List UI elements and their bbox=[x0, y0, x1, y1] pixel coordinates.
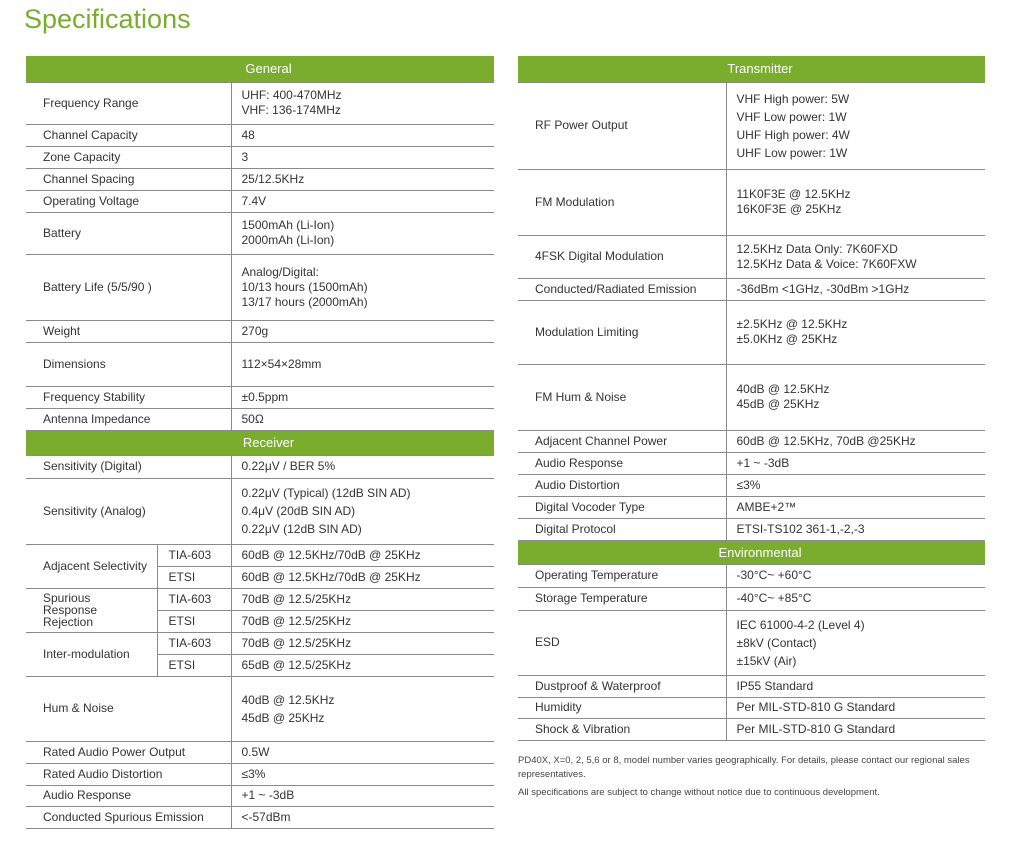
spec-value: 50Ω bbox=[231, 408, 494, 430]
spec-label: FM Modulation bbox=[518, 169, 726, 235]
spec-value: 70dB @ 12.5/25KHz bbox=[231, 588, 494, 610]
spec-value-line: 40dB @ 12.5KHz bbox=[736, 382, 830, 396]
spec-row bbox=[26, 342, 494, 386]
spec-value bbox=[726, 235, 985, 278]
spec-value: 25/12.5KHz bbox=[231, 168, 494, 190]
spec-label: Dustproof & Waterproof bbox=[518, 675, 726, 697]
spec-row bbox=[518, 452, 985, 474]
spec-row bbox=[26, 190, 494, 212]
environmental-heading: Environmental bbox=[518, 540, 985, 564]
spec-label: Frequency Range bbox=[26, 82, 231, 124]
spec-row bbox=[518, 430, 985, 452]
spec-row bbox=[518, 610, 985, 675]
spec-value-line: 45dB @ 25KHz bbox=[736, 397, 820, 411]
spec-label: Rated Audio Power Output bbox=[26, 741, 231, 763]
spec-row bbox=[518, 718, 985, 740]
spec-value: IP55 Standard bbox=[726, 675, 985, 697]
spec-row bbox=[26, 124, 494, 146]
spec-row bbox=[26, 168, 494, 190]
spec-row bbox=[518, 564, 985, 587]
spec-row bbox=[518, 278, 985, 300]
environmental-section-header bbox=[518, 540, 985, 564]
footnote-disclaimer: All specifications are subject to change without notice due to continuous development. bbox=[518, 787, 880, 798]
general-section-header bbox=[26, 56, 494, 82]
spec-value bbox=[231, 82, 494, 124]
spec-standard: ETSI bbox=[157, 566, 231, 588]
spec-label: Operating Voltage bbox=[26, 190, 231, 212]
spec-label: Modulation Limiting bbox=[518, 300, 726, 364]
spec-row bbox=[26, 588, 494, 610]
spec-value: 60dB @ 12.5KHz, 70dB @25KHz bbox=[726, 430, 985, 452]
spec-row bbox=[26, 741, 494, 763]
spec-label: Shock & Vibration bbox=[518, 718, 726, 740]
spec-value-line: 2000mAh (Li-Ion) bbox=[241, 233, 335, 247]
spec-value: 48 bbox=[231, 124, 494, 146]
spec-row bbox=[26, 408, 494, 430]
spec-value: Per MIL-STD-810 G Standard bbox=[726, 697, 985, 718]
spec-value bbox=[231, 478, 494, 544]
spec-value: ≤3% bbox=[231, 763, 494, 785]
spec-row bbox=[26, 806, 494, 828]
spec-value: 70dB @ 12.5/25KHz bbox=[231, 610, 494, 632]
spec-value bbox=[231, 676, 494, 741]
transmitter-section-header bbox=[518, 56, 985, 82]
spec-row bbox=[26, 82, 494, 124]
spec-standard: ETSI bbox=[157, 654, 231, 676]
spec-value: -36dBm <1GHz, -30dBm >1GHz bbox=[726, 278, 985, 300]
spec-value-line: VHF Low power: 1W bbox=[736, 109, 847, 124]
spec-label-line: Spurious bbox=[43, 591, 91, 605]
spec-row bbox=[518, 364, 985, 430]
spec-label-line: Rejection bbox=[43, 615, 94, 629]
spec-value-line: ±2.5KHz @ 12.5KHz bbox=[736, 317, 848, 331]
spec-label: ESD bbox=[518, 610, 726, 675]
spec-label: RF Power Output bbox=[518, 82, 726, 169]
spec-value: 0.22μV / BER 5% bbox=[231, 455, 494, 478]
spec-label: Operating Temperature bbox=[518, 564, 726, 587]
spec-value bbox=[726, 364, 985, 430]
spec-label: FM Hum & Noise bbox=[518, 364, 726, 430]
spec-row bbox=[26, 386, 494, 408]
spec-label: Frequency Stability bbox=[26, 386, 231, 408]
spec-value-line: Analog/Digital: bbox=[241, 264, 319, 279]
spec-row bbox=[518, 675, 985, 697]
spec-row bbox=[26, 320, 494, 342]
spec-value-line: 10/13 hours (1500mAh) bbox=[241, 279, 368, 294]
spec-row bbox=[26, 146, 494, 168]
spec-label: Digital Protocol bbox=[518, 518, 726, 540]
spec-value-line: 45dB @ 25KHz bbox=[241, 710, 325, 725]
spec-value bbox=[726, 82, 985, 169]
spec-value: Per MIL-STD-810 G Standard bbox=[726, 718, 985, 740]
right-spec-table bbox=[518, 56, 985, 741]
spec-value-line: UHF High power: 4W bbox=[736, 127, 850, 142]
spec-value: 3 bbox=[231, 146, 494, 168]
spec-label: Sensitivity (Analog) bbox=[26, 478, 231, 544]
spec-row bbox=[26, 676, 494, 741]
general-heading: General bbox=[26, 56, 494, 82]
spec-label bbox=[26, 588, 157, 632]
spec-value: ≤3% bbox=[726, 474, 985, 496]
spec-row bbox=[518, 235, 985, 278]
spec-value: 70dB @ 12.5/25KHz bbox=[231, 632, 494, 654]
spec-label: Audio Response bbox=[26, 785, 231, 806]
spec-label: Dimensions bbox=[26, 342, 231, 386]
spec-row bbox=[518, 169, 985, 235]
spec-row bbox=[518, 474, 985, 496]
spec-label: Rated Audio Distortion bbox=[26, 763, 231, 785]
spec-value: -40°C~ +85°C bbox=[726, 587, 985, 610]
receiver-section-header bbox=[26, 430, 494, 455]
spec-row bbox=[26, 763, 494, 785]
spec-row bbox=[518, 300, 985, 364]
spec-standard: ETSI bbox=[157, 610, 231, 632]
spec-label: Digital Vocoder Type bbox=[518, 496, 726, 518]
spec-row bbox=[26, 785, 494, 806]
spec-label: Humidity bbox=[518, 697, 726, 718]
spec-label: Inter-modulation bbox=[26, 632, 157, 676]
spec-label: Weight bbox=[26, 320, 231, 342]
spec-value: <-57dBm bbox=[231, 806, 494, 828]
spec-value-line: UHF Low power: 1W bbox=[736, 145, 848, 160]
spec-value-line: 0.4μV (20dB SIN AD) bbox=[241, 504, 356, 518]
spec-label: Battery bbox=[26, 212, 231, 254]
spec-label: Conducted/Radiated Emission bbox=[518, 278, 726, 300]
spec-value-line: IEC 61000-4-2 (Level 4) bbox=[736, 617, 865, 632]
spec-row bbox=[518, 82, 985, 169]
spec-value bbox=[726, 169, 985, 235]
spec-value: 0.5W bbox=[231, 741, 494, 763]
right-spec-column bbox=[518, 56, 985, 741]
spec-label: 4FSK Digital Modulation bbox=[518, 235, 726, 278]
spec-row bbox=[26, 544, 494, 566]
spec-value-line: 0.22μV (12dB SIN AD) bbox=[241, 522, 362, 536]
spec-label: Sensitivity (Digital) bbox=[26, 455, 231, 478]
spec-label: Channel Capacity bbox=[26, 124, 231, 146]
spec-value-line: VHF: 136-174MHz bbox=[241, 103, 341, 117]
spec-row bbox=[26, 212, 494, 254]
spec-value-line: 40dB @ 12.5KHz bbox=[241, 692, 335, 707]
spec-value-line: 0.22μV (Typical) (12dB SIN AD) bbox=[241, 486, 411, 500]
spec-label: Adjacent Selectivity bbox=[26, 544, 157, 588]
spec-row bbox=[518, 518, 985, 540]
spec-value bbox=[726, 300, 985, 364]
spec-value bbox=[231, 254, 494, 320]
left-spec-table bbox=[26, 56, 494, 829]
spec-value: 65dB @ 12.5/25KHz bbox=[231, 654, 494, 676]
left-spec-column bbox=[26, 56, 494, 829]
spec-label: Audio Distortion bbox=[518, 474, 726, 496]
spec-label: Battery Life (5/5/90 ) bbox=[26, 254, 231, 320]
spec-label: Zone Capacity bbox=[26, 146, 231, 168]
spec-value-line: ±15kV (Air) bbox=[736, 653, 797, 668]
spec-label: Channel Spacing bbox=[26, 168, 231, 190]
footnotes bbox=[518, 754, 988, 804]
spec-value: 112×54×28mm bbox=[231, 342, 494, 386]
spec-value-line: VHF High power: 5W bbox=[736, 91, 850, 106]
spec-value: +1 ~ -3dB bbox=[726, 452, 985, 474]
spec-value-line: 13/17 hours (2000mAh) bbox=[241, 294, 368, 309]
spec-label: Audio Response bbox=[518, 452, 726, 474]
spec-value: 270g bbox=[231, 320, 494, 342]
page-title: Specifications bbox=[24, 4, 191, 34]
spec-value: 60dB @ 12.5KHz/70dB @ 25KHz bbox=[231, 566, 494, 588]
spec-value-line: 11K0F3E @ 12.5KHz bbox=[736, 187, 851, 201]
spec-standard: TIA-603 bbox=[157, 588, 231, 610]
spec-value: 7.4V bbox=[231, 190, 494, 212]
spec-row bbox=[518, 697, 985, 718]
spec-label: Antenna Impedance bbox=[26, 408, 231, 430]
spec-row bbox=[26, 632, 494, 654]
spec-value-line: ±5.0KHz @ 25KHz bbox=[736, 332, 838, 346]
spec-row bbox=[26, 478, 494, 544]
spec-row bbox=[26, 254, 494, 320]
spec-value-line: 1500mAh (Li-Ion) bbox=[241, 218, 335, 232]
spec-value: 60dB @ 12.5KHz/70dB @ 25KHz bbox=[231, 544, 494, 566]
spec-value-line: ±8kV (Contact) bbox=[736, 635, 817, 650]
receiver-heading: Receiver bbox=[26, 430, 494, 455]
spec-label: Conducted Spurious Emission bbox=[26, 806, 231, 828]
spec-value: ETSI-TS102 361-1,-2,-3 bbox=[726, 518, 985, 540]
spec-value: ±0.5ppm bbox=[231, 386, 494, 408]
spec-label: Adjacent Channel Power bbox=[518, 430, 726, 452]
spec-value: -30°C~ +60°C bbox=[726, 564, 985, 587]
footnote-model: PD40X, X=0, 2, 5,6 or 8, model number varies geographically. For details, please contact our regional sales representatives. bbox=[518, 755, 970, 780]
spec-value-line: UHF: 400-470MHz bbox=[241, 88, 342, 102]
transmitter-heading: Transmitter bbox=[518, 56, 985, 82]
spec-value: +1 ~ -3dB bbox=[231, 785, 494, 806]
spec-standard: TIA-603 bbox=[157, 544, 231, 566]
spec-value bbox=[726, 610, 985, 675]
spec-value-line: 12.5KHz Data Only: 7K60FXD bbox=[736, 241, 898, 256]
spec-row bbox=[518, 496, 985, 518]
spec-standard: TIA-603 bbox=[157, 632, 231, 654]
spec-label: Hum & Noise bbox=[26, 676, 231, 741]
spec-label-line: Response bbox=[43, 603, 98, 617]
spec-value-line: 16K0F3E @ 25KHz bbox=[736, 202, 842, 216]
spec-value: AMBE+2™ bbox=[726, 496, 985, 518]
spec-row bbox=[518, 587, 985, 610]
spec-value bbox=[231, 212, 494, 254]
spec-row bbox=[26, 455, 494, 478]
spec-label: Storage Temperature bbox=[518, 587, 726, 610]
spec-value-line: 12.5KHz Data & Voice: 7K60FXW bbox=[736, 256, 917, 271]
